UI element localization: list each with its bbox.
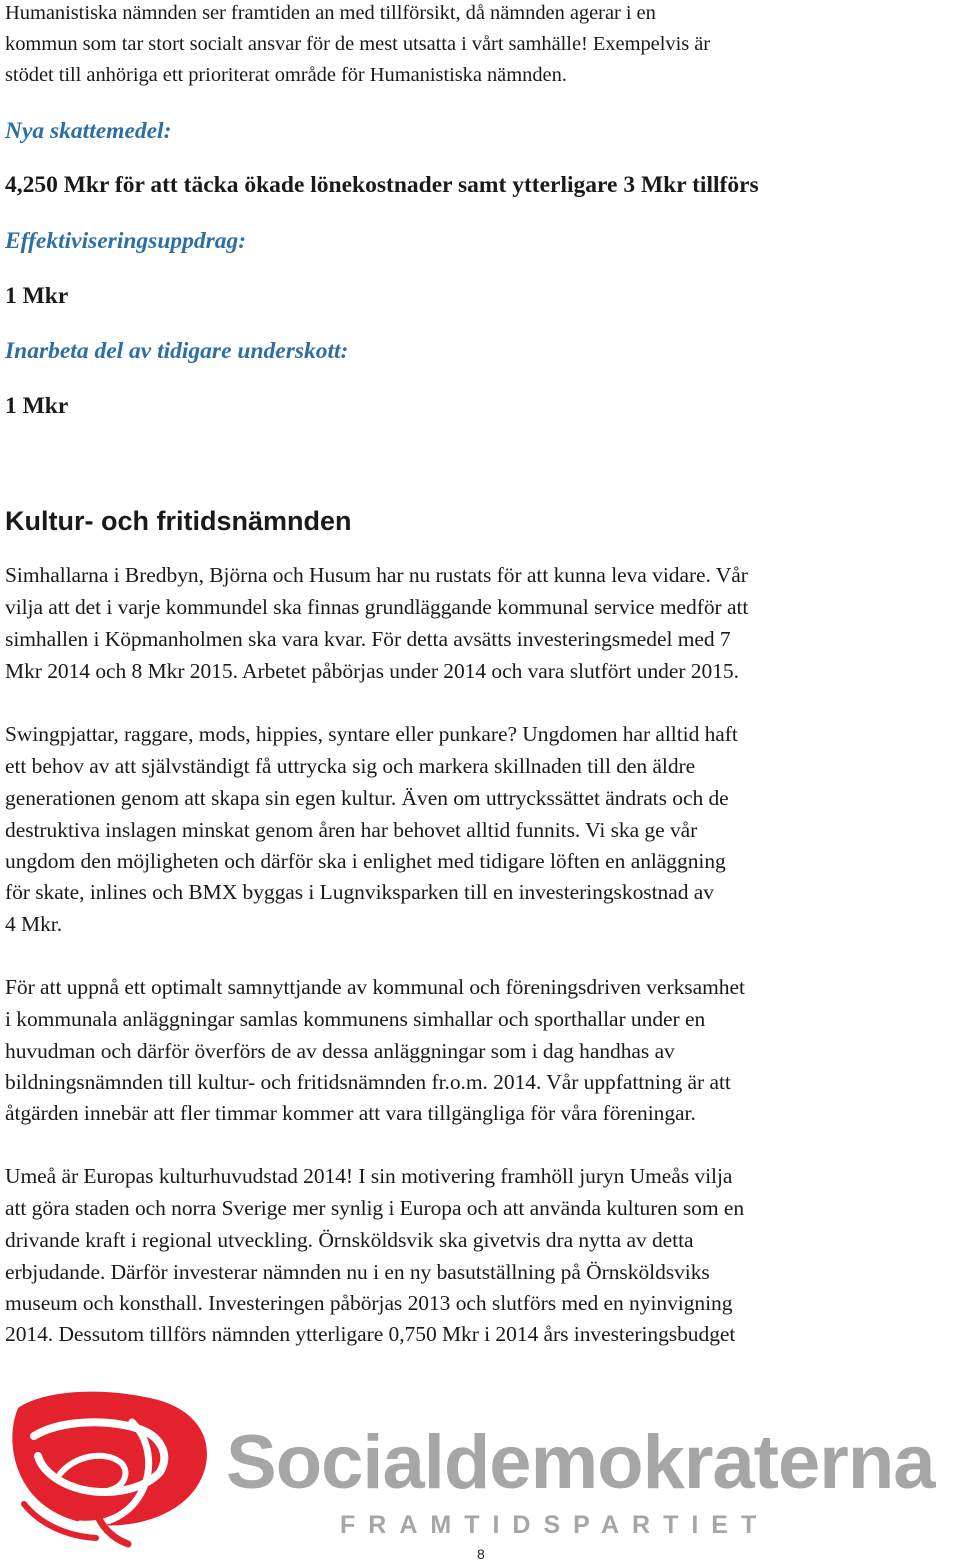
paragraph-2-line: generationen genom att skapa sin egen kultur. Även om uttryckssättet ändrats och de (5, 786, 729, 810)
new-tax-heading: Nya skattemedel: (5, 118, 172, 144)
intro-line-3: stödet till anhöriga ett prioriterat område för Humanistiska nämnden. (5, 64, 567, 86)
paragraph-3-line: huvudman och därför överförs de av dessa anläggningar som i dag handhas av (5, 1039, 675, 1063)
paragraph-4-line: Umeå är Europas kulturhuvudstad 2014! I sin motivering framhöll juryn Umeås vilja (5, 1164, 733, 1188)
deficit-value: 1 Mkr (5, 393, 69, 419)
paragraph-4-line: drivande kraft i regional utveckling. Örnsköldsvik ska givetvis dra nytta av detta (5, 1228, 694, 1252)
paragraph-2-line: ett behov av att självständigt få uttrycka sig och markera skillnaden till den äldre (5, 754, 696, 778)
red-rose-icon (12, 1392, 207, 1544)
paragraph-4-line: erbjudande. Därför investerar nämnden nu i en ny basutställning på Örnsköldsviks (5, 1260, 710, 1284)
logo-tagline: FRAMTIDSPARTIET (340, 1511, 770, 1539)
deficit-heading: Inarbeta del av tidigare underskott: (5, 338, 349, 364)
paragraph-3-line: åtgärden innebär att fler timmar kommer att vara tillgängliga för våra föreningar. (5, 1101, 696, 1125)
new-tax-text: 4,250 Mkr för att täcka ökade lönekostnader samt ytterligare 3 Mkr tillförs (5, 172, 759, 198)
paragraph-2-line: ungdom den möjligheten och därför ska i enlighet med tidigare löften en anläggning (5, 849, 726, 873)
paragraph-1-line: Mkr 2014 och 8 Mkr 2015. Arbetet påbörjas under 2014 och vara slutfört under 2015. (5, 659, 739, 683)
paragraph-2-line: Swingpjattar, raggare, mods, hippies, syntare eller punkare? Ungdomen har alltid haft (5, 722, 738, 746)
page-number: 8 (477, 1546, 485, 1562)
paragraph-2-line: för skate, inlines och BMX byggas i Lugnviksparken till en investeringskostnad av (5, 880, 714, 904)
intro-line-1: Humanistiska nämnden ser framtiden an med tillförsikt, då nämnden agerar i en (5, 2, 656, 24)
section-title: Kultur- och fritidsnämnden (5, 506, 352, 536)
paragraph-1-line: simhallen i Köpmanholmen ska vara kvar. För detta avsätts investeringsmedel med 7 (5, 627, 731, 651)
paragraph-1-line: vilja att det i varje kommundel ska finnas grundläggande kommunal service medför att (5, 595, 749, 619)
paragraph-2-line: destruktiva inslagen minskat genom åren har behovet alltid funnits. Vi ska ge vår (5, 818, 698, 842)
paragraph-4-line: museum och konsthall. Investeringen påbörjas 2013 och slutförs med en nyinvigning (5, 1291, 733, 1315)
efficiency-value: 1 Mkr (5, 283, 69, 309)
intro-line-2: kommun som tar stort socialt ansvar för de mest utsatta i vårt samhälle! Exempelvis är (5, 33, 711, 55)
paragraph-3-line: För att uppnå ett optimalt samnyttjande av kommunal och föreningsdriven verksamhet (5, 975, 745, 999)
paragraph-1-line: Simhallarna i Bredbyn, Björna och Husum har nu rustats för att kunna leva vidare. Vår (5, 563, 748, 587)
paragraph-4-line: 2014. Dessutom tillförs nämnden ytterligare 0,750 Mkr i 2014 års investeringsbudget (5, 1322, 736, 1346)
paragraph-3-line: bildningsnämnden till kultur- och fritidsnämnden fr.o.m. 2014. Vår uppfattning är att (5, 1070, 731, 1094)
paragraph-3-line: i kommunala anläggningar samlas kommunens simhallar och sporthallar under en (5, 1007, 706, 1031)
paragraph-4-line: att göra staden och norra Sverige mer synlig i Europa och att använda kulturen som en (5, 1196, 745, 1220)
paragraph-2-line: 4 Mkr. (5, 912, 63, 936)
efficiency-heading: Effektiviseringsuppdrag: (5, 228, 247, 254)
logo-wordmark: Socialdemokraterna (226, 1420, 935, 1505)
